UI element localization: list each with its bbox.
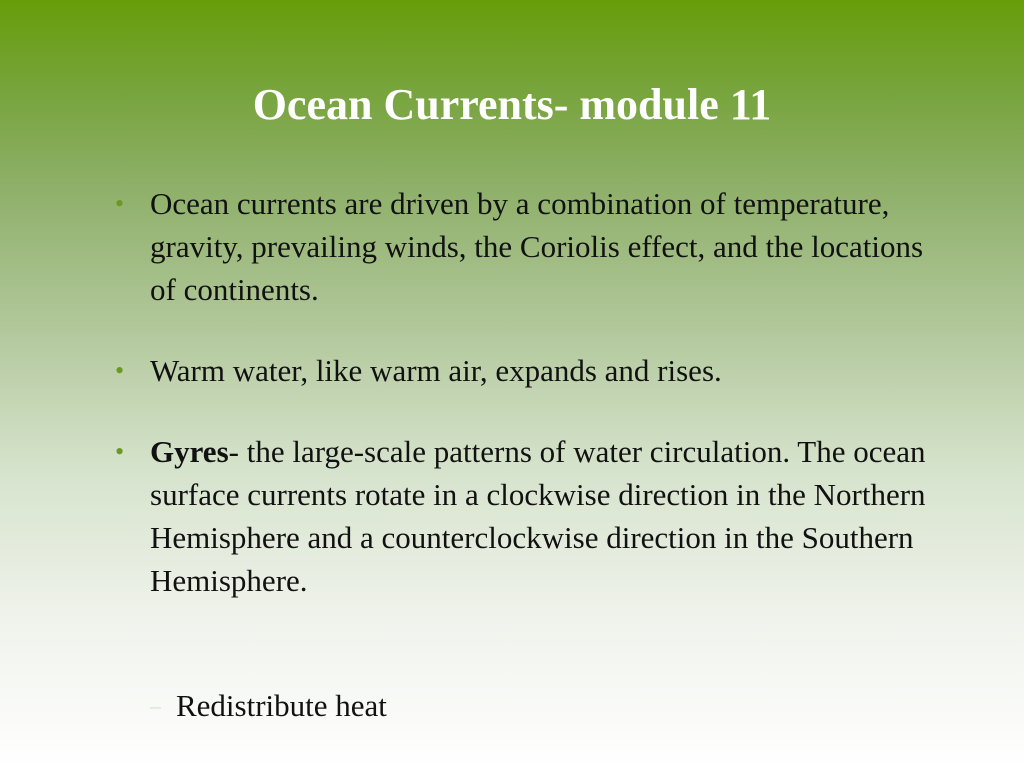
sub-bullet-item bbox=[150, 684, 387, 727]
bullet-item bbox=[114, 430, 944, 602]
bullet-text: Warm water, like warm air, expands and rises. bbox=[150, 353, 722, 388]
sub-bullet-marker: – bbox=[150, 693, 161, 718]
bullet-item bbox=[114, 182, 944, 311]
slide-title: Ocean Currents- module 11 bbox=[252, 80, 772, 130]
bullet-list bbox=[114, 182, 944, 602]
bullet-text: - the large-scale patterns of water circulation. The ocean surface currents rotate in a clockwise direction in the Northern Hemisphere and a counterclockwise direction in the Southern Hemisphere. bbox=[150, 434, 926, 598]
bullet-text: Ocean currents are driven by a combination of temperature, gravity, prevailing winds, the Coriolis effect, and the locations of continents. bbox=[150, 186, 924, 307]
bullet-item bbox=[114, 349, 944, 392]
sub-bullet-text: Redistribute heat bbox=[176, 688, 387, 723]
bullet-term: Gyres bbox=[150, 434, 229, 469]
